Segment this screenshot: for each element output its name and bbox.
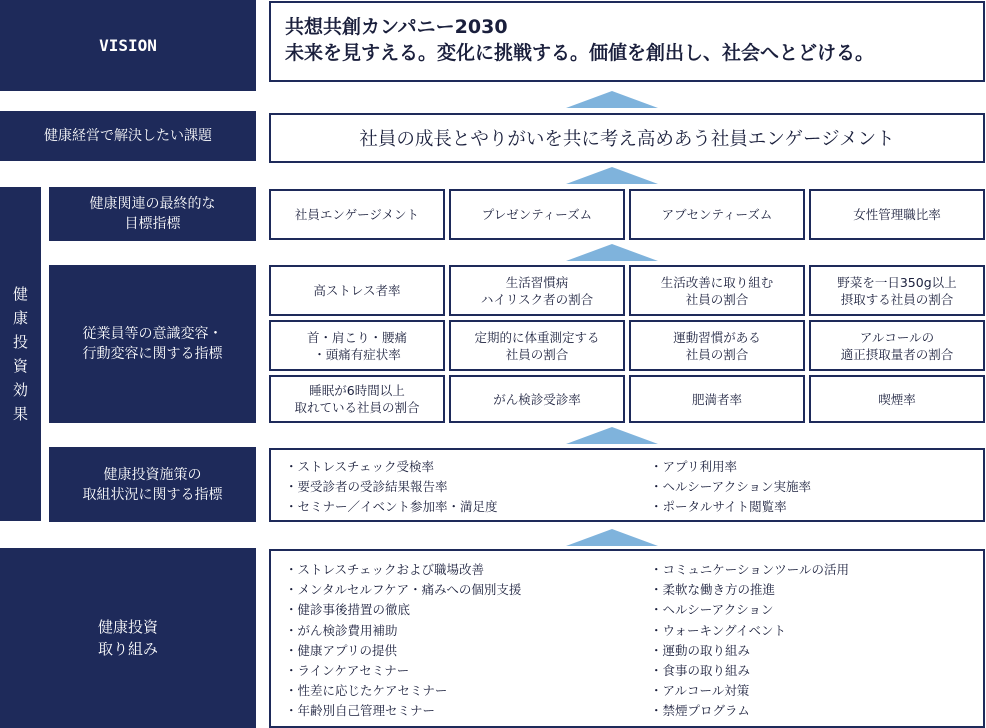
measures-label-box: [49, 447, 256, 522]
initiative-item: ・ラインケアセミナー: [285, 663, 410, 679]
behavior-kpi: 睡眠が6時間以上 取れている社員の割合: [269, 375, 445, 423]
vision-line-1: 共想共創カンパニー2030: [285, 16, 508, 38]
up-arrow-4: [566, 427, 658, 444]
initiative-item: ・年齢別自己管理セミナー: [285, 703, 436, 719]
measures-item: ・セミナー／イベント参加率・満足度: [285, 499, 498, 515]
effects-side-label: 健 康 投 資 効 果: [12, 285, 28, 423]
initiative-item: ・ヘルシーアクション: [650, 602, 774, 618]
up-arrow-1: [566, 91, 658, 108]
initiative-item: ・健康アプリの提供: [285, 642, 398, 658]
initiative-item: ・性差に応じたケアセミナー: [285, 683, 448, 699]
up-arrow-3: [566, 244, 658, 261]
behavior-kpi: 喫煙率: [809, 375, 985, 423]
up-arrow-5: [566, 529, 658, 546]
behavior-kpi: 生活習慣病 ハイリスク者の割合: [449, 265, 625, 316]
effects-side-label-box: [0, 187, 41, 521]
measures-item: ・要受診者の受診結果報告率: [285, 479, 448, 495]
initiatives-list-left: [285, 560, 521, 722]
behavior-kpi: 野菜を一日350g以上 摂取する社員の割合: [809, 265, 985, 316]
measures-item: ・アプリ利用率: [650, 459, 738, 474]
issue-label: 健康経営で解決したい課題: [44, 128, 212, 144]
behavior-label: 従業員等の意識変容・ 行動変容に関する指標: [82, 326, 223, 362]
initiative-item: ・禁煙プログラム: [650, 703, 750, 719]
behavior-kpi: 首・肩こり・腰痛 ・頭痛有症状率: [269, 320, 445, 371]
final-kpi-absenteeism: アブセンティーズム: [629, 189, 805, 240]
initiative-item: ・がん検診費用補助: [285, 622, 398, 638]
up-arrow-2: [566, 167, 658, 184]
initiative-item: ・ストレスチェックおよび職場改善: [285, 562, 485, 577]
initiative-item: ・ウォーキングイベント: [650, 622, 787, 638]
initiatives-label: 健康投資 取り組み: [97, 618, 158, 658]
behavior-kpi: 定期的に体重測定する 社員の割合: [449, 320, 625, 371]
measures-item: ・ポータルサイト閲覧率: [650, 499, 787, 515]
initiatives-label-box: [0, 548, 256, 728]
behavior-kpi: アルコールの 適正摂取量者の割合: [809, 320, 985, 371]
measures-item: ・ヘルシーアクション実施率: [650, 479, 811, 495]
initiative-item: ・運動の取り組み: [650, 642, 751, 658]
vision-line-2: 未来を見すえる。変化に挑戦する。価値を創出し、社会へとどける。: [285, 42, 875, 64]
behavior-label-box: [49, 265, 256, 423]
measures-list-right: [650, 457, 811, 518]
issue-box: [269, 113, 985, 163]
behavior-kpi: 肥満者率: [629, 375, 805, 423]
measures-item: ・ストレスチェック受検率: [285, 459, 435, 474]
final-label-box: [49, 187, 256, 241]
measures-list-left: [285, 457, 498, 518]
initiative-item: ・柔軟な働き方の推進: [650, 582, 776, 598]
behavior-kpi: 高ストレス者率: [269, 265, 445, 316]
final-kpi-presenteeism: プレゼンティーズム: [449, 189, 625, 240]
measures-label: 健康投資施策の 取組状況に関する指標: [82, 466, 223, 503]
initiative-item: ・食事の取り組み: [650, 663, 751, 679]
vision-label: VISION: [99, 36, 157, 55]
final-kpi-female-managers: 女性管理職比率: [809, 189, 985, 240]
initiative-item: ・アルコール対策: [650, 683, 750, 699]
initiative-item: ・健診事後措置の徹底: [285, 602, 411, 618]
final-label: 健康関連の最終的な 目標指標: [89, 196, 216, 232]
initiatives-list-right: [650, 560, 849, 722]
issue-label-box: [0, 111, 256, 161]
issue-text: 社員の成長とやりがいを共に考え高めあう社員エンゲージメント: [359, 129, 895, 150]
vision-box: [269, 1, 985, 82]
behavior-kpi: がん検診受診率: [449, 375, 625, 423]
behavior-kpi: 生活改善に取り組む 社員の割合: [629, 265, 805, 316]
vision-label-box: [0, 0, 256, 91]
behavior-kpi: 運動習慣がある 社員の割合: [629, 320, 805, 371]
initiative-item: ・メンタルセルフケア・痛みへの個別支援: [285, 582, 522, 598]
final-kpi-engagement: 社員エンゲージメント: [269, 189, 445, 240]
initiative-item: ・コミュニケーションツールの活用: [650, 562, 850, 577]
